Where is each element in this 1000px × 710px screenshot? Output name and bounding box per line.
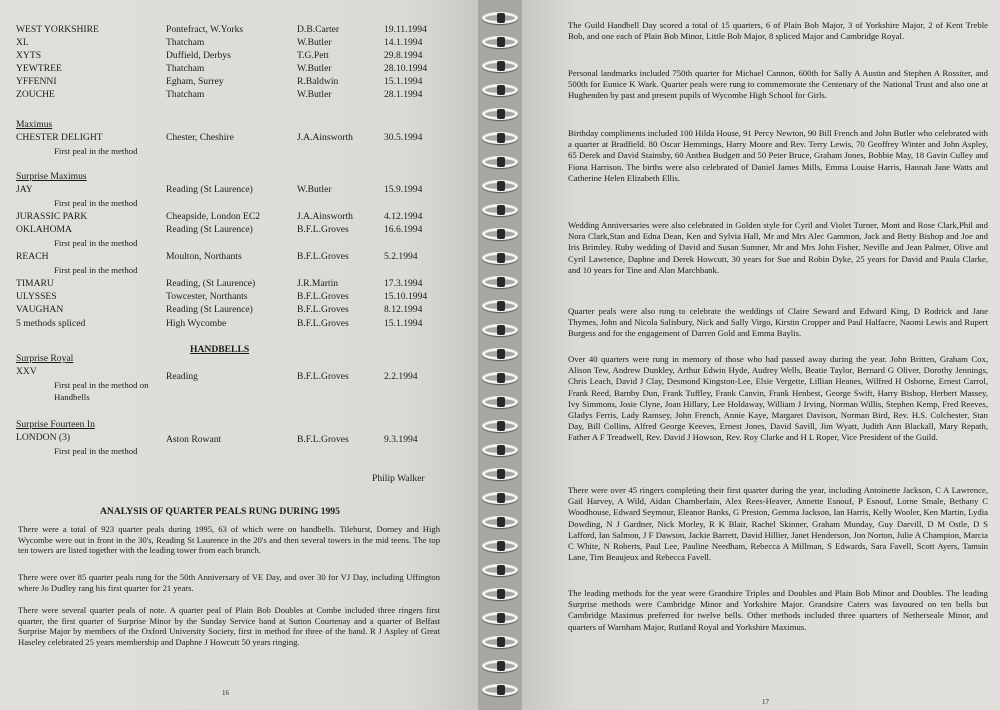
spiral-ring bbox=[482, 348, 518, 360]
peal-date: 9.3.1994 bbox=[384, 434, 418, 445]
method-note: First peal in the method on bbox=[54, 380, 149, 390]
page-number: 17 bbox=[762, 698, 769, 706]
method-name: ZOUCHE bbox=[16, 89, 55, 100]
method-note: First peal in the method bbox=[54, 238, 138, 248]
analysis-paragraph: There were a total of 923 quarter peals during 1995, 63 of which were on handbells. Tilehurst, Dorney and High Wycombe were out in front in the 30's, Reading St Laurence in the 20's and then several towers in the mid teens. The top ten towers are listed together with the leading tower from each branch. bbox=[18, 524, 440, 556]
method-name: YEWTREE bbox=[16, 63, 62, 74]
conductor: W.Butler bbox=[297, 37, 332, 48]
report-paragraph: Birthday compliments included 100 Hilda House, 91 Percy Newton, 90 Bill French and John Butler who celebrated with a quarter at Bradfield. 80 Oscar Hemmings, Harry Moore and Rev. Terry Lewis, 70 Geoffrey Winter and John Aspley, 65 Derek and David Stainsby, 60 Anthea Budgett and 50 Peter Bruce, Graham Jones, Bobbie May, 18 Gavin Culley and Fiona Harrison. The births were also celebrated of Daniel James Mills, Emma Louise Harris, Hannah Jane Watts and Catherine Helen Elizabeth Ellis. bbox=[568, 128, 988, 183]
method-name: WEST YORKSHIRE bbox=[16, 24, 99, 35]
tower-place: Thatcham bbox=[166, 89, 205, 100]
method-note: First peal in the method bbox=[54, 446, 138, 456]
tower-place: Thatcham bbox=[166, 37, 205, 48]
tower-place: Reading, (St Laurence) bbox=[166, 278, 256, 289]
spiral-ring bbox=[482, 660, 518, 672]
method-note: Handbells bbox=[54, 392, 90, 402]
spiral-ring bbox=[482, 540, 518, 552]
tower-place: Thatcham bbox=[166, 63, 205, 74]
conductor: B.F.L.Groves bbox=[297, 291, 349, 302]
peal-date: 4.12.1994 bbox=[384, 211, 423, 222]
spiral-ring bbox=[482, 636, 518, 648]
conductor: B.F.L.Groves bbox=[297, 371, 349, 382]
method-note: First peal in the method bbox=[54, 198, 138, 208]
tower-place: Aston Rowant bbox=[166, 434, 222, 445]
peal-date: 15.1.1994 bbox=[384, 318, 423, 329]
spiral-ring bbox=[482, 108, 518, 120]
section-heading-surprise-fourteen: Surprise Fourteen In bbox=[16, 419, 95, 430]
tower-place: High Wycombe bbox=[166, 318, 227, 329]
method-name: XL bbox=[16, 37, 29, 48]
spiral-ring bbox=[482, 156, 518, 168]
tower-place: Pontefract, W.Yorks bbox=[166, 24, 244, 35]
method-name: ULYSSES bbox=[16, 291, 57, 302]
analysis-paragraph: There were several quarter peals of note. A quarter peal of Plain Bob Doubles at Combe included three ringers first quarter, the first quarter of Surprise Minor by the Sunday Service band at Sutton Courtenay and a quarter of Belfast Surprise Major by members of the Oxford University Society, first in method for three of the band. R J Aspley of Great Haseley celebrated 25 years membership and Daphne J Howcutt 50 years ringing. bbox=[18, 605, 440, 647]
tower-place: Reading (St Laurence) bbox=[166, 224, 253, 235]
section-heading-surprise-maximus: Surprise Maximus bbox=[16, 171, 87, 182]
conductor: W.Butler bbox=[297, 184, 332, 195]
peal-date: 15.9.1994 bbox=[384, 184, 423, 195]
method-name: LONDON (3) bbox=[16, 432, 71, 443]
peal-date: 28.1.1994 bbox=[384, 89, 423, 100]
spiral-ring bbox=[482, 420, 518, 432]
conductor: T.G.Pett bbox=[297, 50, 329, 61]
peal-date: 5.2.1994 bbox=[384, 251, 418, 262]
method-name: REACH bbox=[16, 251, 49, 262]
conductor: W.Butler bbox=[297, 89, 332, 100]
conductor: B.F.L.Groves bbox=[297, 224, 349, 235]
spiral-ring bbox=[482, 84, 518, 96]
report-paragraph: The leading methods for the year were Grandsire Triples and Doubles and Plain Bob Minor and Doubles. The leading Surprise methods were Cambridge Minor and Yorkshire Major. Grandsire Caters was favoured on ten bells but Cambridge Maximus preferred for twelve bells. Other methods included three quarters of Netherseale Minor, and quarters of Warnham Major, Rutland Royal and Yorkshire Maximus. bbox=[568, 588, 988, 632]
spiral-ring bbox=[482, 204, 518, 216]
peal-date: 15.1.1994 bbox=[384, 76, 423, 87]
spiral-ring bbox=[482, 132, 518, 144]
report-paragraph: The Guild Handbell Day scored a total of 15 quarters, 6 of Plain Bob Major, 3 of Yorkshire Major, 2 of Kent Treble Bob, and one each of Plain Bob Minor, Little Bob Major, 8 spliced Major and Cambridge Royal. bbox=[568, 20, 988, 42]
spiral-ring bbox=[482, 372, 518, 384]
tower-place: Moulton, Northants bbox=[166, 251, 242, 262]
tower-place: Duffield, Derbys bbox=[166, 50, 231, 61]
spiral-ring bbox=[482, 588, 518, 600]
handbells-heading: HANDBELLS bbox=[190, 344, 250, 355]
conductor: B.F.L.Groves bbox=[297, 251, 349, 262]
tower-place: Egham, Surrey bbox=[166, 76, 224, 87]
method-name: JAY bbox=[16, 184, 33, 195]
spiral-ring bbox=[482, 492, 518, 504]
method-name: XYTS bbox=[16, 50, 42, 61]
conductor: J.A.Ainsworth bbox=[297, 211, 353, 222]
tower-place: Cheapside, London EC2 bbox=[166, 211, 261, 222]
method-name: CHESTER DELIGHT bbox=[16, 132, 103, 143]
method-note: First peal in the method bbox=[54, 146, 138, 156]
spiral-ring bbox=[482, 12, 518, 24]
analysis-title: ANALYSIS OF QUARTER PEALS RUNG DURING 1995 bbox=[100, 506, 340, 517]
peal-date: 2.2.1994 bbox=[384, 371, 418, 382]
spiral-ring bbox=[482, 612, 518, 624]
tower-place: Reading bbox=[166, 371, 198, 382]
peal-date: 14.1.1994 bbox=[384, 37, 423, 48]
tower-place: Chester, Cheshire bbox=[166, 132, 234, 143]
peal-date: 16.6.1994 bbox=[384, 224, 423, 235]
report-paragraph: Personal landmarks included 750th quarter for Michael Cannon, 600th for Sally A Austin and Stephen A Rossiter, and 500th for Eunice K Wark. Quarter peals were rung to commemorate the Centenary of the National Trust and also one at Hughenden by past and present pupils of Wycombe High School for Girls. bbox=[568, 68, 988, 101]
tower-place: Reading (St Laurence) bbox=[166, 184, 253, 195]
conductor: R.Baldwin bbox=[297, 76, 339, 87]
page-number: 16 bbox=[222, 689, 229, 697]
spiral-ring bbox=[482, 444, 518, 456]
peal-date: 29.8.1994 bbox=[384, 50, 423, 61]
method-name: OKLAHOMA bbox=[16, 224, 72, 235]
conductor: J.A.Ainsworth bbox=[297, 132, 353, 143]
spiral-ring bbox=[482, 564, 518, 576]
right-page bbox=[522, 0, 1000, 710]
tower-place: Reading (St Laurence) bbox=[166, 304, 253, 315]
conductor: W.Butler bbox=[297, 63, 332, 74]
spiral-ring bbox=[482, 396, 518, 408]
left-page bbox=[0, 0, 478, 710]
method-note: First peal in the method bbox=[54, 265, 138, 275]
report-paragraph: Quarter peals were also rung to celebrate the weddings of Claire Seward and Edward King, D Rodrick and Jane Thymes, John and Nicola Salisbury, Nick and Sally Virgo, Kirstin Cropper and Paul Halfacre, Naomi Lewis and Rupert Burgess and for the engagement of Darren Gold and Emma Baylis. bbox=[568, 306, 988, 339]
spiral-ring bbox=[482, 252, 518, 264]
report-paragraph: There were over 45 ringers completing their first quarter during the year, including Antoinette Jackson, C A Lawrence, Gail Harvey, A Wild, Aidan Chamberlain, Alex Rees-Heaver, Annette Esnouf, P Esnouf, Lorne Smale, Bethany C Woodhouse, Edward Seymour, Eleanor Banks, G Preston, Gemma Jackson, Ian Harris, Kelly Wooler, Ken Martin, Lydia Dowding, N J Gardner, Nick Morley, R K Blair, Rachel Skinner, Graham Munday, Guy Darvill, D M Ostle, D S Lafford, Ian Salmon, J F Dawson, Jackie Barrett, David Hillier, Janet Henderson, Jon Norton, Julie A Champion, Marcia C White, N Roberts, Paul Lee, Pauline Needham, Rebecca A Millman, S Edwards, Sara Favell, Scott Ayers, Tamsin Lane, Tim Beaujeux and Rebecca Favell. bbox=[568, 485, 988, 563]
method-name: XXV bbox=[16, 366, 37, 377]
analysis-paragraph: There were over 85 quarter peals rung for the 50th Anniversary of VE Day, and over 30 for VJ Day, including Uffington where Jo Dudley rang his first quarter for 21 years. bbox=[18, 572, 440, 593]
section-heading-maximus: Maximus bbox=[16, 119, 53, 130]
spiral-ring bbox=[482, 300, 518, 312]
spiral-ring bbox=[482, 180, 518, 192]
method-name: VAUGHAN bbox=[16, 304, 64, 315]
peal-date: 19.11.1994 bbox=[384, 24, 427, 35]
author-signature: Philip Walker bbox=[372, 473, 425, 484]
spiral-ring bbox=[482, 684, 518, 696]
conductor: D.B.Carter bbox=[297, 24, 340, 35]
section-heading-surprise-royal: Surprise Royal bbox=[16, 353, 74, 364]
method-name: YFFENNI bbox=[16, 76, 57, 87]
peal-date: 30.5.1994 bbox=[384, 132, 423, 143]
peal-date: 15.10.1994 bbox=[384, 291, 428, 302]
conductor: B.F.L.Groves bbox=[297, 318, 349, 329]
spiral-ring bbox=[482, 516, 518, 528]
spiral-ring bbox=[482, 276, 518, 288]
peal-date: 17.3.1994 bbox=[384, 278, 423, 289]
report-paragraph: Wedding Anniversaries were also celebrated in Golden style for Cyril and Violet Turner, Mont and Rose Clark,Phil and Nora Clark,Stan and Edna Dean, Ken and Sylvia Hall, Mr and Mrs Alec Gammon, Jack and Betty Bishop and Joe and Iris Brimley. Ruby wedding of David and Susan Sumner, Mr and Mrs John Fisher, Neville and Jean Palmer, Olive and Cyril Lawrence, Daphne and Derek Howcutt, 30 years for Sue and Robin Dyke, 25 years for David and Paula Clarke, and 10 years for Tine and Alan Marchbank. bbox=[568, 220, 988, 275]
method-name: TIMARU bbox=[16, 278, 54, 289]
conductor: J.R.Martin bbox=[297, 278, 339, 289]
spiral-ring bbox=[482, 324, 518, 336]
peal-date: 8.12.1994 bbox=[384, 304, 423, 315]
method-name: JURASSIC PARK bbox=[16, 211, 88, 222]
spiral-ring bbox=[482, 468, 518, 480]
report-paragraph: Over 40 quarters were rung in memory of those who had passed away during the year. John Britten, Graham Cox, Alison Tew, Andrew Dunkley, Arthur Edwin Hyde, Audrey Wells, Beatie Taylor, Bernard G Oliver, Dorothy Jennings, Chris Leach, David J Clay, Desmond Kingston-Lee, Elsie Vergette, Lillian Heanes, Wilfred H Osborne, Ernest Carrol, Frank Reed, Barnby Dun, Frank Tuffley, Frank Canvin, Frank Henbest, George Swift, Harry Bishop, Herbert Massey, Ivy Simmons, Josie Clyne, Joan Hillary, Lee Holdaway, William J Irving, Norman Willis, Stephen Kemp, Fred Reeves, Gladys Ferris, Lady Ramsey, John French, Annie Kaye, Margaret Davison, Norman Bird, Rev. H.S. Colchester, Stan Day, Bill Collins, Alfred George Keeves, Ernest Jones, David Savill, Jim Wyatt, Judith Ann Blackall, Mary Repath, Father A F Treadwell, Rev. David J Howson, Rev. Roy Clarke and H L Roper, Vice President of the Guild. bbox=[568, 354, 988, 443]
spiral-ring bbox=[482, 36, 518, 48]
tower-place: Towcester, Northants bbox=[166, 291, 248, 302]
conductor: B.F.L.Groves bbox=[297, 304, 349, 315]
method-name: 5 methods spliced bbox=[16, 318, 86, 329]
conductor: B.F.L.Groves bbox=[297, 434, 349, 445]
spiral-ring bbox=[482, 228, 518, 240]
spiral-ring bbox=[482, 60, 518, 72]
peal-date: 28.10.1994 bbox=[384, 63, 428, 74]
